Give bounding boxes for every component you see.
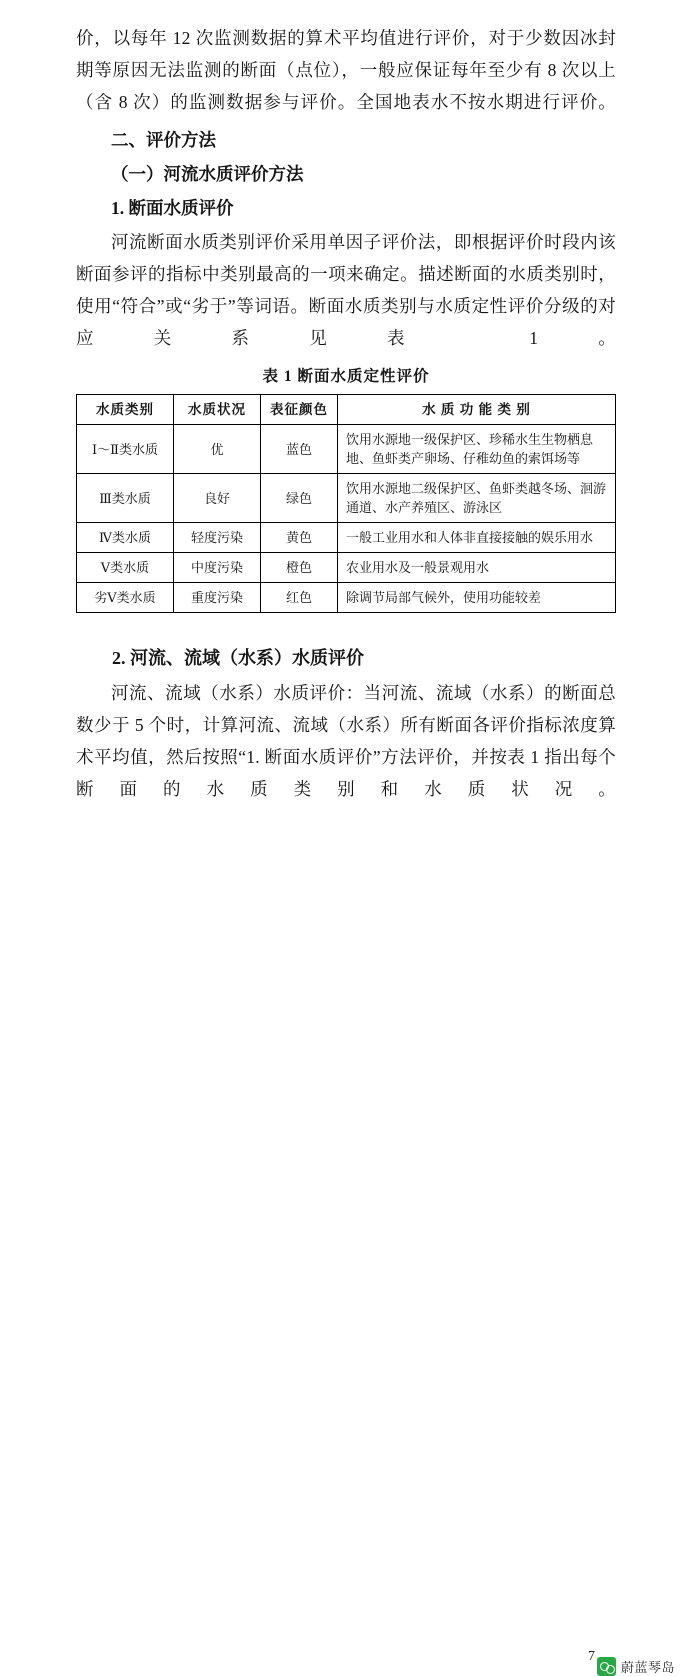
heading-section-cross-section-eval: 1. 断面水质评价 xyxy=(111,198,234,218)
spacer xyxy=(76,613,616,631)
wechat-logo-icon xyxy=(597,1657,616,1676)
table-header-quality-status: 水质状况 xyxy=(174,395,261,425)
cell-function-category: 一般工业用水和人体非直接接触的娱乐用水 xyxy=(338,523,616,553)
cell-function-category: 饮用水源地二级保护区、鱼虾类越冬场、洄游通道、水产养殖区、游泳区 xyxy=(338,474,616,523)
table-header-function-category: 水 质 功 能 类 别 xyxy=(338,395,616,425)
cell-function-category: 饮用水源地一级保护区、珍稀水生生物栖息地、鱼虾类产卵场、仔稚幼鱼的索饵场等 xyxy=(338,425,616,474)
table-header-row xyxy=(77,395,616,425)
table-row xyxy=(77,583,616,613)
cell-quality-status: 中度污染 xyxy=(174,553,261,583)
water-quality-table xyxy=(76,394,616,613)
table-row xyxy=(77,474,616,523)
cell-quality-class: Ⅴ类水质 xyxy=(77,553,174,583)
page-number: 7 xyxy=(588,1649,595,1664)
cell-quality-status: 良好 xyxy=(174,474,261,523)
table-header-quality-class: 水质类别 xyxy=(77,395,174,425)
cell-function-category: 除调节局部气候外，使用功能较差 xyxy=(338,583,616,613)
cell-color: 绿色 xyxy=(261,474,338,523)
paragraph-river-basin-eval: 河流、流域（水系）水质评价：当河流、流域（水系）的断面总数少于 5 个时，计算河流、流域（水系）所有断面各评价指标浓度算术平均值，然后按照“1. 断面水质评价”方法评价，并按表 1 指出每个断面的水质类别和水质状况。 xyxy=(76,683,616,799)
table-header-color: 表征颜色 xyxy=(261,395,338,425)
heading-section-two-one: （一）河流水质评价方法 xyxy=(111,164,304,184)
cell-color: 红色 xyxy=(261,583,338,613)
table-row xyxy=(77,425,616,474)
cell-quality-class: Ⅲ类水质 xyxy=(77,474,174,523)
table-row xyxy=(77,523,616,553)
cell-color: 黄色 xyxy=(261,523,338,553)
cell-quality-class: Ⅳ类水质 xyxy=(77,523,174,553)
cell-quality-status: 轻度污染 xyxy=(174,523,261,553)
table-caption: 表 1 断面水质定性评价 xyxy=(262,368,430,385)
paragraph-intro: 价，以每年 12 次监测数据的算术平均值进行评价，对于少数因冰封期等原因无法监测的断面（点位），一般应保证每年至少有 8 次以上（含 8 次）的监测数据参与评价。全国地表水不按水期进行评价。 xyxy=(76,28,616,112)
watermark-label: 蔚蓝琴岛 xyxy=(620,1660,675,1675)
cell-function-category: 农业用水及一般景观用水 xyxy=(338,553,616,583)
cell-color: 橙色 xyxy=(261,553,338,583)
cell-quality-status: 重度污染 xyxy=(174,583,261,613)
heading-section-two: 二、评价方法 xyxy=(111,130,216,150)
document-content xyxy=(76,22,616,807)
table-row xyxy=(77,553,616,583)
watermark xyxy=(597,1657,675,1676)
heading-river-basin-eval: 2. 河流、流域（水系）水质评价 xyxy=(112,648,364,668)
cell-color: 蓝色 xyxy=(261,425,338,474)
page-footer xyxy=(0,817,689,1675)
cell-quality-status: 优 xyxy=(174,425,261,474)
paragraph-cross-section-eval: 河流断面水质类别评价采用单因子评价法，即根据评价时段内该断面参评的指标中类别最高的一项来确定。描述断面的水质类别时，使用“符合”或“劣于”等词语。断面水质类别与水质定性评价分级的对应关系见表 1。 xyxy=(76,232,616,348)
cell-quality-class: Ⅰ～Ⅱ类水质 xyxy=(77,425,174,474)
cell-quality-class: 劣Ⅴ类水质 xyxy=(77,583,174,613)
